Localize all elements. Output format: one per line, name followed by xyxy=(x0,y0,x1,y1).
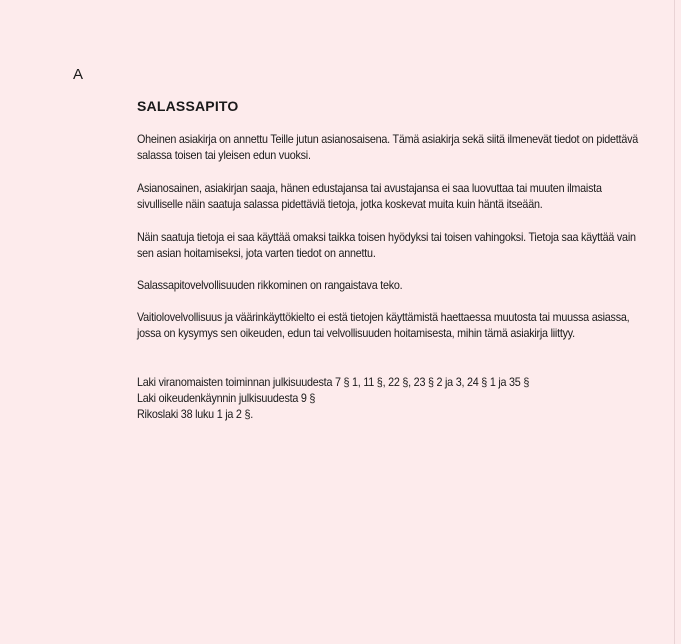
document-title: SALASSAPITO xyxy=(137,98,239,114)
paragraph-1 xyxy=(137,132,639,164)
paragraph-text: Oheinen asiakirja on annettu Teille jutun asianosaisena. Tämä asiakirja sekä siitä ilmenevät tiedot on pidettävä salassa toisen tai yleisen edun vuoksi. xyxy=(137,133,639,162)
paragraph-text: Asianosainen, asiakirjan saaja, hänen edustajansa tai avustajansa ei saa luovuttaa tai muuten ilmaista sivulliselle näin saatuja salassa pidettäviä tietoja, jotka koskevat muita kuin häntä itseään. xyxy=(137,182,602,211)
paragraph-text: Näin saatuja tietoja ei saa käyttää omaksi taikka toisen hyödyksi tai toisen vahingoksi. Tietoja saa käyttää vain sen asian hoitamiseksi, jota varten tiedot on annettu. xyxy=(137,231,636,260)
reference-line: Laki oikeudenkäynnin julkisuudesta 9 § xyxy=(137,392,316,405)
paragraph-4 xyxy=(137,278,639,294)
legal-references xyxy=(137,375,639,423)
reference-line: Rikoslaki 38 luku 1 ja 2 §. xyxy=(137,408,253,421)
paragraph-5 xyxy=(137,310,639,342)
paragraph-2 xyxy=(137,181,639,213)
page-edge-line xyxy=(674,0,675,644)
reference-line: Laki viranomaisten toiminnan julkisuudesta 7 § 1, 11 §, 22 §, 23 § 2 ja 3, 24 § 1 ja 35 § xyxy=(137,376,530,389)
paragraph-text: Salassapitovelvollisuuden rikkominen on rangaistava teko. xyxy=(137,279,403,292)
appendix-letter: A xyxy=(73,66,84,83)
paragraph-text: Vaitiolovelvollisuus ja väärinkäyttökielto ei estä tietojen käyttämistä haettaessa muutosta tai muussa asiassa, jossa on kysymys sen oikeuden, edun tai velvollisuuden hoitamisesta, mihin tämä asiakirja liittyy. xyxy=(137,311,630,340)
paragraph-3 xyxy=(137,230,639,262)
